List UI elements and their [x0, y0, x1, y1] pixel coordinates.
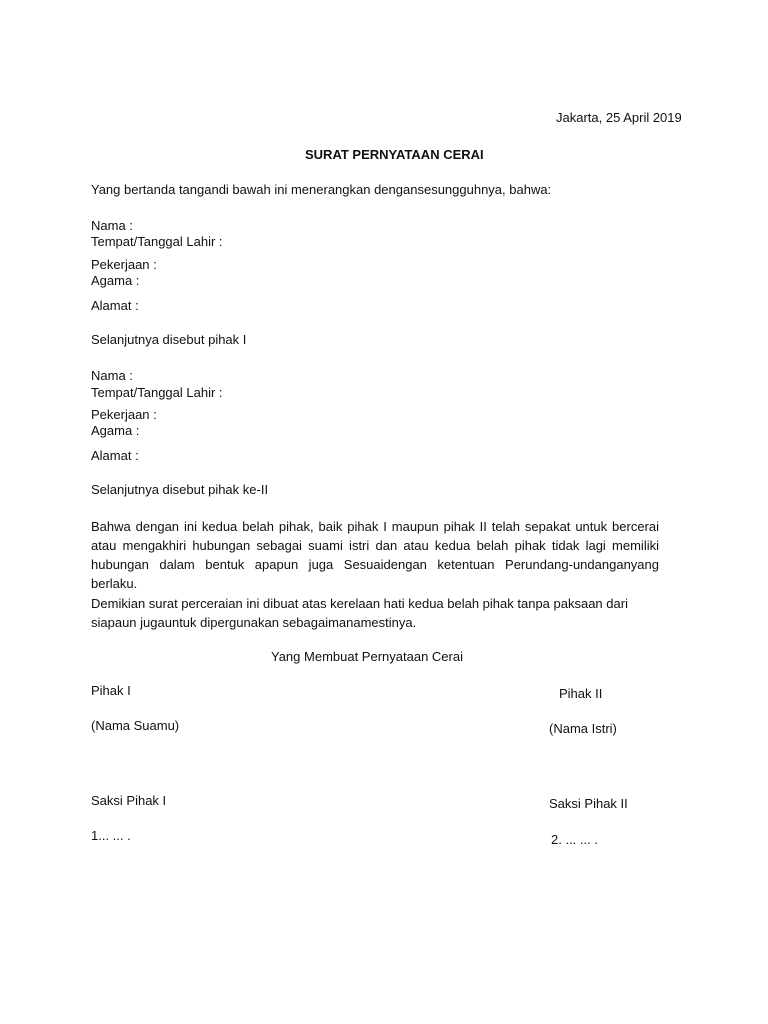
- party2-agama-label: Agama :: [91, 423, 140, 438]
- party2-designation: Selanjutnya disebut pihak ke-II: [91, 482, 269, 497]
- right-party-name: (Nama Istri): [549, 721, 617, 736]
- right-party-label: Pihak II: [559, 686, 603, 701]
- party1-ttl-label: Tempat/Tanggal Lahir :: [91, 234, 223, 249]
- document-title: SURAT PERNYATAAN CERAI: [305, 147, 484, 162]
- party1-pekerjaan-label: Pekerjaan :: [91, 257, 157, 272]
- party2-alamat-label: Alamat :: [91, 448, 139, 463]
- intro-text: Yang bertanda tangandi bawah ini menerangkan dengansesungguhnya, bahwa:: [91, 182, 552, 197]
- left-party-label: Pihak I: [91, 683, 131, 698]
- party1-designation: Selanjutnya disebut pihak I: [91, 332, 247, 347]
- left-witness-label: Saksi Pihak I: [91, 793, 167, 808]
- party1-alamat-label: Alamat :: [91, 298, 139, 313]
- right-witness-line: 2. ... ... .: [551, 832, 598, 847]
- left-witness-line: 1... ... .: [91, 828, 131, 843]
- place-date: Jakarta, 25 April 2019: [556, 110, 682, 125]
- right-witness-label: Saksi Pihak II: [549, 796, 628, 811]
- left-party-name: (Nama Suamu): [91, 718, 180, 733]
- party2-nama-label: Nama :: [91, 368, 133, 383]
- agreement-paragraph: Bahwa dengan ini kedua belah pihak, baik pihak I maupun pihak II telah sepakat untuk bercerai atau mengakhiri hubungan sebagai suami istri dan atau kedua belah pihak tidak lagi memiliki hubungan dalam bentuk apapun juga Sesuaidengan ketentuan Perundang-undanganyang berlaku.: [91, 519, 659, 591]
- party2-pekerjaan-label: Pekerjaan :: [91, 407, 157, 422]
- closing-paragraph: Demikian surat perceraian ini dibuat atas kerelaan hati kedua belah pihak tanpa paksaan dari siapaun jugauntuk dipergunakan sebagaimanamestinya.: [91, 596, 628, 630]
- party1-nama-label: Nama :: [91, 218, 133, 233]
- signature-heading: Yang Membuat Pernyataan Cerai: [271, 649, 463, 664]
- party1-agama-label: Agama :: [91, 273, 140, 288]
- party2-ttl-label: Tempat/Tanggal Lahir :: [91, 385, 223, 400]
